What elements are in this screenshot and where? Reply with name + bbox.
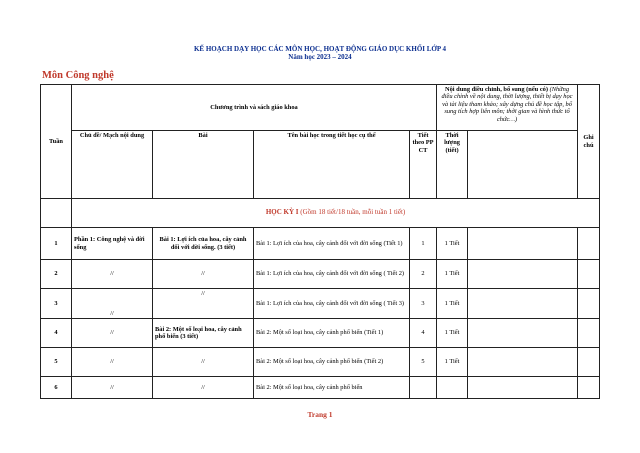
week-cell: 6	[41, 377, 72, 399]
duration-cell: 1 Tiết	[437, 260, 468, 289]
subject-heading: Môn Công nghệ	[42, 70, 114, 81]
topic-header: Chủ đề/ Mạch nội dung	[72, 131, 153, 199]
adjustment-note: (Những điều chỉnh về nội dung, thời lượng, thiết bị dạy học và tài liệu tham khảo; xây dựng chủ đề học tập, bổ sung tích hợp liên môn; thời gian và hình thức tổ chức…)	[441, 86, 573, 123]
lesson-cell: Bài 1: Lợi ích của hoa, cây cảnh đối với đời sống. (3 tiết)	[153, 228, 254, 260]
adjustment-cell	[468, 228, 578, 260]
table-row	[41, 228, 600, 260]
topic-cell: //	[72, 260, 153, 289]
lesson-cell: //	[153, 260, 254, 289]
notes-header: Ghi chú	[578, 85, 600, 199]
semester-title: HỌC KỲ I	[265, 208, 299, 217]
notes-cell	[578, 348, 600, 377]
duration-cell: 1 Tiết	[437, 319, 468, 348]
week-cell: 4	[41, 319, 72, 348]
plan-title: KẾ HOẠCH DẠY HỌC CÁC MÔN HỌC, HOẠT ĐỘNG GIÁO DỤC KHỐI LỚP 4	[193, 45, 446, 53]
school-year: Năm học 2023 – 2024	[288, 53, 352, 61]
week-cell: 5	[41, 348, 72, 377]
adjustment-header	[437, 85, 578, 131]
lesson-name-cell: Bài 1: Lợi ích của hoa, cây cảnh đối với đời sống (Tiết 1)	[254, 228, 410, 260]
semester-row	[41, 199, 600, 228]
lesson-header: Bài	[153, 131, 254, 199]
table-row	[41, 289, 600, 319]
week-cell: 2	[41, 260, 72, 289]
lesson-name-cell: Bài 1: Lợi ích của hoa, cây cảnh đối với đời sống ( Tiết 3)	[254, 289, 410, 319]
period-cell: 2	[410, 260, 437, 289]
period-cell: 1	[410, 228, 437, 260]
period-header: Tiết theo PP CT	[410, 131, 437, 199]
header-row-2	[41, 131, 600, 199]
semester-label	[72, 199, 600, 228]
lesson-plan-table	[40, 84, 600, 399]
topic-cell: Phần 1: Công nghệ và đời sống	[72, 228, 153, 260]
duration-cell	[437, 377, 468, 399]
week-cell: 3	[41, 289, 72, 319]
week-header: Tuần	[41, 85, 72, 199]
topic-cell: //	[72, 348, 153, 377]
period-cell: 5	[410, 348, 437, 377]
period-cell: 3	[410, 289, 437, 319]
semester-spacer	[41, 199, 72, 228]
lesson-name-cell: Bài 2: Một số loại hoa, cây cảnh phổ biến	[254, 377, 410, 399]
lesson-name-header: Tên bài học trong tiết học cụ thể	[254, 131, 410, 199]
duration-cell: 1 Tiết	[437, 228, 468, 260]
notes-cell	[578, 260, 600, 289]
duration-cell: 1 Tiết	[437, 348, 468, 377]
duration-header: Thời lượng (tiết)	[437, 131, 468, 199]
lesson-name-cell: Bài 2: Một số loại hoa, cây cảnh phổ biến (Tiết 2)	[254, 348, 410, 377]
period-cell: 4	[410, 319, 437, 348]
adjustment-title: Nội dung điều chỉnh, bổ sung (nếu có)	[444, 86, 548, 93]
week-cell: 1	[41, 228, 72, 260]
topic-cell: //	[72, 377, 153, 399]
notes-cell	[578, 319, 600, 348]
topic-cell: //	[72, 319, 153, 348]
table-row	[41, 319, 600, 348]
page-number: Trang 1	[307, 410, 333, 419]
semester-note: (Gồm 18 tiết/18 tuần, mỗi tuần 1 tiết)	[300, 208, 406, 217]
program-header: Chương trình và sách giáo khoa	[72, 85, 437, 131]
period-cell	[410, 377, 437, 399]
table-row	[41, 348, 600, 377]
adjustment-cell	[468, 377, 578, 399]
notes-cell	[578, 289, 600, 319]
table-row	[41, 377, 600, 399]
table-row	[41, 260, 600, 289]
duration-cell: 1 Tiết	[437, 289, 468, 319]
lesson-name-cell: Bài 2: Một số loại hoa, cây cảnh phổ biến (Tiết 1)	[254, 319, 410, 348]
lesson-cell: //	[153, 348, 254, 377]
topic-cell: //	[72, 289, 153, 319]
lesson-cell: Bài 2: Một số loại hoa, cây cảnh phổ biến (3 tiết)	[153, 319, 254, 348]
notes-cell	[578, 228, 600, 260]
notes-cell	[578, 377, 600, 399]
lesson-cell: //	[153, 289, 254, 319]
lesson-cell: //	[153, 377, 254, 399]
adjustment-cell	[468, 260, 578, 289]
lesson-name-cell: Bài 1: Lợi ích của hoa, cây cảnh đối với đời sống ( Tiết 2)	[254, 260, 410, 289]
document-title	[0, 45, 640, 61]
adjustment-cell	[468, 319, 578, 348]
header-row-1	[41, 85, 600, 131]
adjustment-cell	[468, 289, 578, 319]
adjustment-cell	[468, 348, 578, 377]
